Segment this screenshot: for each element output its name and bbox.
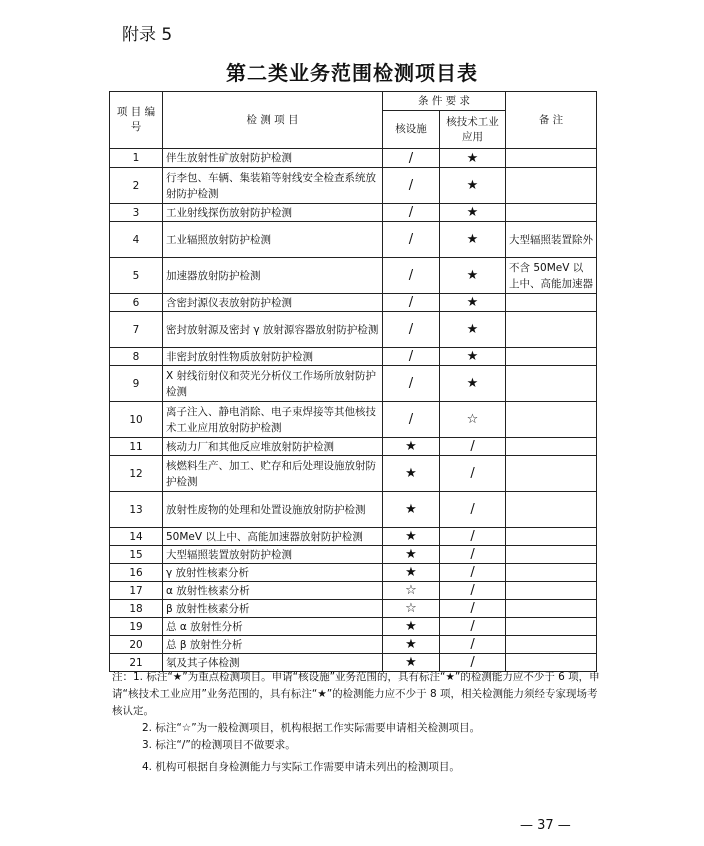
nuclear-tech-mark: ★ xyxy=(440,294,506,312)
remark xyxy=(506,366,597,402)
nuclear-facility-mark: / xyxy=(383,149,440,168)
row-number: 18 xyxy=(110,600,163,618)
nuclear-facility-mark: / xyxy=(383,258,440,294)
item-name: 工业射线探伤放射防护检测 xyxy=(163,204,383,222)
nuclear-tech-mark: / xyxy=(440,618,506,636)
nuclear-facility-mark: ★ xyxy=(383,654,440,672)
row-number: 8 xyxy=(110,348,163,366)
nuclear-tech-mark: / xyxy=(440,636,506,654)
nuclear-facility-mark: ★ xyxy=(383,618,440,636)
remark xyxy=(506,456,597,492)
remark xyxy=(506,618,597,636)
remark xyxy=(506,402,597,438)
nuclear-tech-mark: ★ xyxy=(440,222,506,258)
notes xyxy=(112,669,600,776)
row-number: 3 xyxy=(110,204,163,222)
table-row xyxy=(110,528,597,546)
row-number: 17 xyxy=(110,582,163,600)
table-row xyxy=(110,546,597,564)
row-number: 16 xyxy=(110,564,163,582)
nuclear-facility-mark: / xyxy=(383,222,440,258)
item-name: γ 放射性核素分析 xyxy=(163,564,383,582)
row-number: 10 xyxy=(110,402,163,438)
nuclear-tech-mark: ★ xyxy=(440,168,506,204)
remark xyxy=(506,582,597,600)
nuclear-facility-mark: / xyxy=(383,366,440,402)
table-row xyxy=(110,564,597,582)
appendix-label: 附录 5 xyxy=(122,25,173,45)
row-number: 5 xyxy=(110,258,163,294)
item-name: 密封放射源及密封 γ 放射源容器放射防护检测 xyxy=(163,312,383,348)
table-row xyxy=(110,600,597,618)
table-row xyxy=(110,456,597,492)
remark: 不含 50MeV 以上中、高能加速器 xyxy=(506,258,597,294)
row-number: 2 xyxy=(110,168,163,204)
item-name: 核燃料生产、加工、贮存和后处理设施放射防护检测 xyxy=(163,456,383,492)
nuclear-tech-mark: ★ xyxy=(440,366,506,402)
table-row xyxy=(110,402,597,438)
nuclear-facility-mark: ★ xyxy=(383,528,440,546)
note-3: 3. 标注“/”的检测项目不做要求。 xyxy=(142,739,296,751)
header-nuclear-facility: 核设施 xyxy=(383,111,440,149)
item-name: 工业辐照放射防护检测 xyxy=(163,222,383,258)
header-no: 项 目 编 号 xyxy=(110,92,163,149)
nuclear-tech-mark: / xyxy=(440,582,506,600)
nuclear-facility-mark: ★ xyxy=(383,564,440,582)
item-name: 伴生放射性矿放射防护检测 xyxy=(163,149,383,168)
remark xyxy=(506,149,597,168)
remark xyxy=(506,438,597,456)
item-name: 核动力厂和其他反应堆放射防护检测 xyxy=(163,438,383,456)
item-name: 离子注入、静电消除、电子束焊接等其他核技术工业应用放射防护检测 xyxy=(163,402,383,438)
table-row xyxy=(110,348,597,366)
nuclear-tech-mark: / xyxy=(440,438,506,456)
header-conditions: 条 件 要 求 xyxy=(383,92,506,111)
remark xyxy=(506,168,597,204)
row-number: 14 xyxy=(110,528,163,546)
item-name: X 射线衍射仪和荧光分析仪工作场所放射防护检测 xyxy=(163,366,383,402)
nuclear-facility-mark: / xyxy=(383,312,440,348)
remark xyxy=(506,528,597,546)
item-name: 大型辐照装置放射防护检测 xyxy=(163,546,383,564)
row-number: 4 xyxy=(110,222,163,258)
page-title: 第二类业务范围检测项目表 xyxy=(226,61,478,85)
row-number: 9 xyxy=(110,366,163,402)
table-row xyxy=(110,492,597,528)
remark xyxy=(506,492,597,528)
table-row xyxy=(110,366,597,402)
item-name: 非密封放射性物质放射防护检测 xyxy=(163,348,383,366)
note-1: 注：1. 标注“★”为重点检测项目。申请“核设施”业务范围的，具有标注“★”的检测能力应不少于 6 项，申请“核技术工业应用”业务范围的，具有标注“★”的检测能力应不少于 8 项，相关检测能力须经专家现场考核认定。 xyxy=(112,671,600,717)
nuclear-facility-mark: ★ xyxy=(383,636,440,654)
item-name: 总 β 放射性分析 xyxy=(163,636,383,654)
row-number: 11 xyxy=(110,438,163,456)
nuclear-tech-mark: / xyxy=(440,564,506,582)
nuclear-facility-mark: / xyxy=(383,348,440,366)
nuclear-facility-mark: ★ xyxy=(383,438,440,456)
table-row xyxy=(110,438,597,456)
nuclear-facility-mark: / xyxy=(383,294,440,312)
row-number: 12 xyxy=(110,456,163,492)
table-row xyxy=(110,222,597,258)
remark: 大型辐照装置除外 xyxy=(506,222,597,258)
nuclear-tech-mark: / xyxy=(440,654,506,672)
item-name: 行李包、车辆、集装箱等射线安全检查系统放射防护检测 xyxy=(163,168,383,204)
row-number: 7 xyxy=(110,312,163,348)
nuclear-tech-mark: ★ xyxy=(440,149,506,168)
header-remarks: 备 注 xyxy=(506,92,597,149)
item-name: α 放射性核素分析 xyxy=(163,582,383,600)
remark xyxy=(506,348,597,366)
row-number: 6 xyxy=(110,294,163,312)
items-table xyxy=(109,91,597,672)
nuclear-facility-mark: ★ xyxy=(383,546,440,564)
header-item: 检 测 项 目 xyxy=(163,92,383,149)
note-2: 2. 标注“☆”为一般检测项目，机构根据工作实际需要申请相关检测项目。 xyxy=(142,722,481,734)
nuclear-tech-mark: / xyxy=(440,492,506,528)
table-row xyxy=(110,168,597,204)
remark xyxy=(506,564,597,582)
item-name: 含密封源仪表放射防护检测 xyxy=(163,294,383,312)
remark xyxy=(506,546,597,564)
nuclear-facility-mark: ★ xyxy=(383,456,440,492)
item-name: 50MeV 以上中、高能加速器放射防护检测 xyxy=(163,528,383,546)
remark xyxy=(506,600,597,618)
table-row xyxy=(110,149,597,168)
nuclear-facility-mark: / xyxy=(383,168,440,204)
nuclear-tech-mark: ★ xyxy=(440,204,506,222)
table-row xyxy=(110,258,597,294)
nuclear-tech-mark: ★ xyxy=(440,258,506,294)
row-number: 1 xyxy=(110,149,163,168)
row-number: 19 xyxy=(110,618,163,636)
row-number: 15 xyxy=(110,546,163,564)
row-number: 13 xyxy=(110,492,163,528)
nuclear-facility-mark: / xyxy=(383,204,440,222)
remark xyxy=(506,312,597,348)
nuclear-facility-mark: ☆ xyxy=(383,600,440,618)
nuclear-facility-mark: ★ xyxy=(383,492,440,528)
header-nuclear-tech: 核技术工业应用 xyxy=(440,111,506,149)
table-row xyxy=(110,312,597,348)
item-name: 放射性废物的处理和处置设施放射防护检测 xyxy=(163,492,383,528)
item-name: 总 α 放射性分析 xyxy=(163,618,383,636)
item-name: β 放射性核素分析 xyxy=(163,600,383,618)
remark xyxy=(506,294,597,312)
nuclear-tech-mark: / xyxy=(440,528,506,546)
table-row xyxy=(110,294,597,312)
nuclear-tech-mark: / xyxy=(440,600,506,618)
row-number: 20 xyxy=(110,636,163,654)
nuclear-facility-mark: / xyxy=(383,402,440,438)
nuclear-tech-mark: ★ xyxy=(440,312,506,348)
table-row xyxy=(110,582,597,600)
row-number: 21 xyxy=(110,654,163,672)
item-name: 加速器放射防护检测 xyxy=(163,258,383,294)
table-row xyxy=(110,618,597,636)
page-number: — 37 — xyxy=(520,818,571,833)
nuclear-tech-mark: ★ xyxy=(440,348,506,366)
table-row xyxy=(110,636,597,654)
nuclear-tech-mark: / xyxy=(440,456,506,492)
remark xyxy=(506,636,597,654)
table-row xyxy=(110,204,597,222)
nuclear-facility-mark: ☆ xyxy=(383,582,440,600)
nuclear-tech-mark: ☆ xyxy=(440,402,506,438)
item-name: 氡及其子体检测 xyxy=(163,654,383,672)
nuclear-tech-mark: / xyxy=(440,546,506,564)
remark xyxy=(506,204,597,222)
note-4: 4. 机构可根据自身检测能力与实际工作需要申请未列出的检测项目。 xyxy=(142,761,460,773)
